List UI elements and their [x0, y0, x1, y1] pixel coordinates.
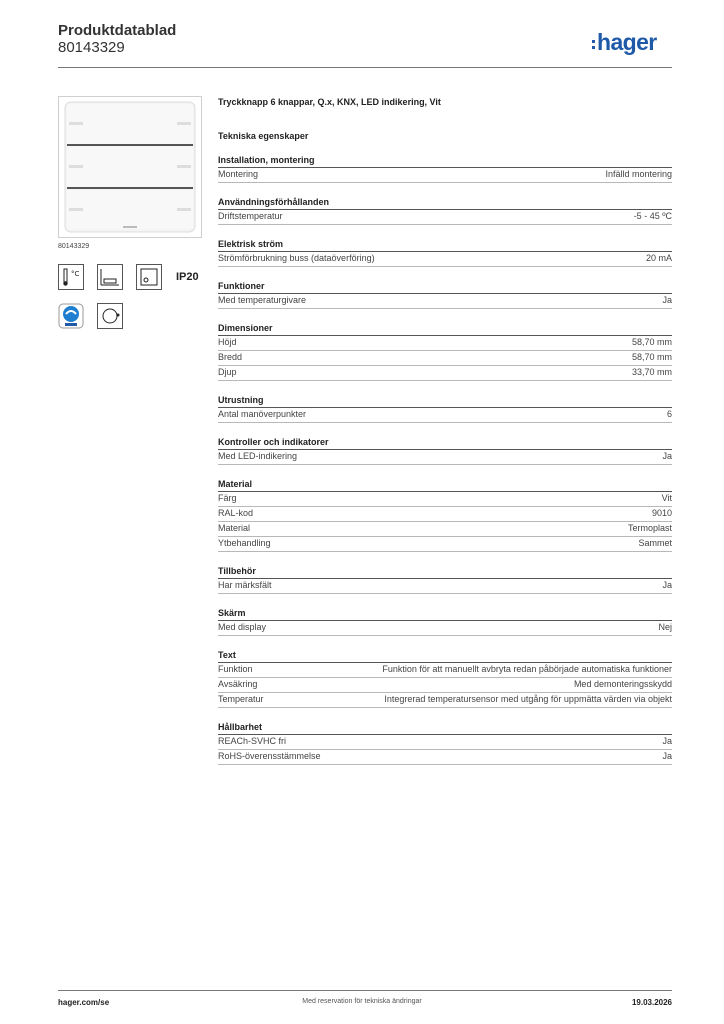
- flush-mount-icon: [97, 264, 123, 290]
- spec-value: -5 - 45 ºC: [633, 211, 672, 221]
- footer-disclaimer: Med reservation för tekniska ändringar: [302, 998, 422, 1005]
- spec-value: Ja: [662, 295, 672, 305]
- spec-row: [218, 351, 672, 366]
- spec-label: RAL-kod: [218, 508, 254, 518]
- section-title: Användningsförhållanden: [218, 195, 672, 210]
- spec-value: Ja: [662, 451, 672, 461]
- spec-value: Vit: [661, 493, 672, 503]
- spec-value: 6: [666, 409, 672, 419]
- spec-value: 20 mA: [645, 253, 672, 263]
- spec-label: Djup: [218, 367, 237, 377]
- spec-value: Sammet: [638, 538, 672, 548]
- spec-label: Avsäkring: [218, 679, 258, 689]
- spec-label: Temperatur: [218, 694, 264, 704]
- spec-label: Montering: [218, 169, 259, 179]
- spec-section-screen: [218, 606, 672, 636]
- spec-row: [218, 210, 672, 225]
- spec-row: [218, 366, 672, 381]
- spec-value: 33,70 mm: [631, 367, 672, 377]
- technical-specs-heading: Tekniska egenskaper: [218, 131, 309, 141]
- spec-row: [218, 663, 672, 678]
- spec-section-material: [218, 477, 672, 552]
- spec-section-dimensions: [218, 321, 672, 381]
- spec-label: REACh-SVHC fri: [218, 736, 287, 746]
- section-title: Kontroller och indikatorer: [218, 435, 672, 450]
- spec-label: RoHS-överensstämmelse: [218, 751, 321, 761]
- spec-section-equipment: [218, 393, 672, 423]
- product-number: 80143329: [58, 39, 125, 56]
- logo-wordmark: hager: [597, 29, 657, 55]
- section-title: Tillbehör: [218, 564, 672, 579]
- spec-label: Material: [218, 523, 251, 533]
- spec-row: [218, 336, 672, 351]
- spec-row: [218, 492, 672, 507]
- push-button-illustration: [59, 97, 201, 237]
- knx-logo-icon: [58, 303, 84, 329]
- spec-section-installation: [218, 153, 672, 183]
- spec-value: Infälld montering: [605, 169, 672, 179]
- spec-row: [218, 621, 672, 636]
- spec-value: Ja: [662, 751, 672, 761]
- spec-section-sustainability: [218, 720, 672, 765]
- spec-section-controls: [218, 435, 672, 465]
- section-title: Utrustning: [218, 393, 672, 408]
- page-title: Produktdatablad: [58, 22, 177, 39]
- spec-label: Strömförbrukning buss (dataöverföring): [218, 253, 375, 263]
- spec-row: [218, 750, 672, 765]
- spec-row: [218, 408, 672, 423]
- spec-row: [218, 522, 672, 537]
- spec-section-electrical: [218, 237, 672, 267]
- section-title: Material: [218, 477, 672, 492]
- ip-rating-icon: IP20: [176, 271, 199, 283]
- temperature-sensor-icon: [58, 264, 84, 290]
- spec-label: Har märksfält: [218, 580, 272, 590]
- spec-row: [218, 450, 672, 465]
- section-title: Text: [218, 648, 672, 663]
- product-id-caption: 80143329: [58, 243, 90, 250]
- spec-row: [218, 579, 672, 594]
- spec-value: Ja: [662, 736, 672, 746]
- spec-label: Med temperaturgivare: [218, 295, 307, 305]
- section-title: Installation, montering: [218, 153, 672, 168]
- header-divider: [58, 67, 672, 68]
- spec-value: Integrerad temperatursensor med utgång för uppmätta värden via objekt: [384, 694, 672, 704]
- product-image: [58, 96, 202, 238]
- section-title: Elektrisk ström: [218, 237, 672, 252]
- spec-value: 58,70 mm: [631, 337, 672, 347]
- spec-label: Funktion: [218, 664, 253, 674]
- section-title: Dimensioner: [218, 321, 672, 336]
- footer-date: 19.03.2026: [631, 998, 672, 1007]
- spec-value: Termoplast: [627, 523, 672, 533]
- spec-value: Med demonteringsskydd: [573, 679, 672, 689]
- spec-value: Funktion för att manuellt avbryta redan påbörjade automatiska funktioner: [382, 664, 672, 674]
- spec-section-accessories: [218, 564, 672, 594]
- logo-dots: [592, 40, 595, 49]
- spec-section-usage-conditions: [218, 195, 672, 225]
- spec-label: Antal manöverpunkter: [218, 409, 307, 419]
- temperature-unit-label: °C: [71, 270, 80, 278]
- spec-label: Höjd: [218, 337, 237, 347]
- spec-value: 58,70 mm: [631, 352, 672, 362]
- spec-row: [218, 168, 672, 183]
- spec-sections: [218, 153, 672, 777]
- spec-row: [218, 537, 672, 552]
- spec-row: [218, 678, 672, 693]
- spec-row: [218, 252, 672, 267]
- surface-box-icon: [136, 264, 162, 290]
- section-title: Skärm: [218, 606, 672, 621]
- spec-label: Bredd: [218, 352, 243, 362]
- spec-value: 9010: [651, 508, 672, 518]
- rotation-icon: [97, 303, 123, 329]
- spec-label: Med display: [218, 622, 267, 632]
- spec-value: Nej: [658, 622, 672, 632]
- footer-divider: [58, 990, 672, 991]
- spec-label: Med LED-indikering: [218, 451, 298, 461]
- spec-row: [218, 507, 672, 522]
- product-description: Tryckknapp 6 knappar, Q.x, KNX, LED indikering, Vit: [218, 97, 441, 107]
- spec-section-functions: [218, 279, 672, 309]
- spec-label: Färg: [218, 493, 237, 503]
- hager-logo: [592, 30, 657, 54]
- spec-row: [218, 693, 672, 708]
- section-title: Hållbarhet: [218, 720, 672, 735]
- section-title: Funktioner: [218, 279, 672, 294]
- spec-row: [218, 294, 672, 309]
- spec-section-text: [218, 648, 672, 708]
- spec-value: Ja: [662, 580, 672, 590]
- spec-row: [218, 735, 672, 750]
- spec-label: Driftstemperatur: [218, 211, 283, 221]
- footer-website-link[interactable]: hager.com/se: [58, 998, 110, 1007]
- spec-label: Ytbehandling: [218, 538, 271, 548]
